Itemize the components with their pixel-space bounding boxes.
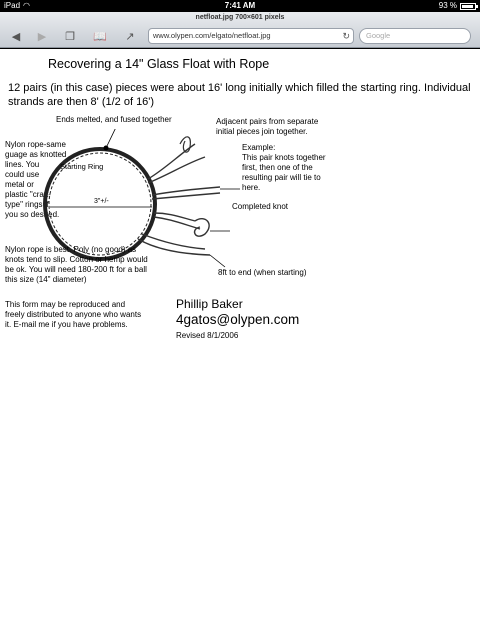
form-note-3: it. E-mail me if you have problems. — [5, 320, 128, 329]
form-note-1: This form may be reproduced and — [5, 300, 126, 309]
adjacent-label-1: Adjacent pairs from separate — [216, 117, 319, 126]
example-label-4: resulting pair will tie to — [242, 173, 321, 182]
rope-strand-top — [148, 144, 205, 183]
rope-strand-low — [154, 213, 200, 229]
battery-percent: 93 % — [438, 1, 457, 10]
nylon-label-5: metal or — [5, 180, 34, 189]
share-icon: ↗ — [125, 30, 135, 43]
nylon-label-4: could use — [5, 170, 40, 179]
ends-pointer-line — [106, 129, 120, 148]
battery-icon — [460, 3, 476, 10]
revised-date: Revised 8/1/2006 — [176, 331, 239, 340]
url-text: www.olypen.com/elgato/netfloat.jpg — [153, 31, 271, 40]
back-button[interactable] — [8, 29, 24, 43]
example-label-2: This pair knots together — [242, 153, 326, 162]
intro-text: 12 pairs (in this case) pieces were about 16' long initially which filled the starting ring. Individual strands are then 8' (1/2 of 16') — [8, 82, 471, 108]
device-name: iPad — [4, 1, 21, 10]
adjacent-label-2: initial pieces join together. — [216, 127, 308, 136]
eight-ft-label: 8ft to end (when starting) — [218, 268, 307, 277]
completed-knot-label: Completed knot — [232, 202, 289, 211]
author-email: 4gatos@olypen.com — [176, 312, 300, 327]
rope-strand-bottom — [138, 234, 210, 255]
wifi-icon: ◠ — [23, 1, 30, 10]
example-label-5: here. — [242, 183, 261, 192]
status-right — [439, 0, 476, 12]
pages-button[interactable] — [62, 29, 78, 43]
reload-icon[interactable]: ↻ — [342, 31, 350, 41]
document-title: Recovering a 14" Glass Float with Rope — [48, 57, 270, 71]
search-input[interactable]: Google — [359, 28, 471, 44]
eight-ft-pointer — [210, 255, 225, 267]
nylon-label-2: guage as knotted — [5, 150, 67, 159]
nylon-best-2: knots tend to slip. Cotton or hemp would — [5, 255, 148, 264]
top-knot-loop — [180, 137, 190, 152]
rope-strand-mid — [152, 187, 220, 199]
ends-melted-label: Ends melted, and fused together — [56, 115, 172, 124]
forward-arrow-icon: ▶ — [37, 30, 47, 43]
dimension-label: 3"+/- — [94, 198, 109, 205]
starting-ring-label: Starting Ring — [60, 162, 104, 171]
nylon-label-8: you so desired. — [5, 210, 60, 219]
author-name: Phillip Baker — [176, 297, 243, 311]
nylon-label-3: lines. You — [5, 160, 40, 169]
pages-icon: ❐ — [65, 30, 75, 43]
status-time: 7:41 AM — [224, 1, 256, 10]
nylon-best-4: this size (14" diameter) — [5, 275, 87, 284]
url-field[interactable] — [148, 28, 354, 44]
back-arrow-icon: ◀ — [11, 30, 21, 43]
browser-toolbar — [0, 12, 480, 48]
nylon-best-3: be ok. You will need 180-200 ft for a ball — [5, 265, 147, 274]
example-label-3: first, then one of the — [242, 163, 313, 172]
page-content — [0, 49, 480, 640]
forward-button[interactable] — [34, 29, 50, 43]
battery-fill — [462, 5, 473, 8]
page-title: netfloat.jpg 700×601 pixels — [195, 14, 285, 21]
form-note-2: freely distributed to anyone who wants — [5, 310, 142, 319]
bookmarks-button[interactable] — [92, 29, 108, 43]
example-label-1: Example: — [242, 143, 276, 152]
nylon-label-1: Nylon rope-same — [5, 140, 66, 149]
nylon-label-6: plastic "craft- — [5, 190, 51, 199]
book-icon: 📖 — [93, 30, 107, 43]
nylon-label-7: type" rings if — [5, 200, 49, 209]
nylon-best-1: Nylon rope is best. Poly (no good) as — [5, 245, 137, 254]
share-button[interactable] — [122, 29, 138, 43]
status-bar — [0, 0, 480, 12]
